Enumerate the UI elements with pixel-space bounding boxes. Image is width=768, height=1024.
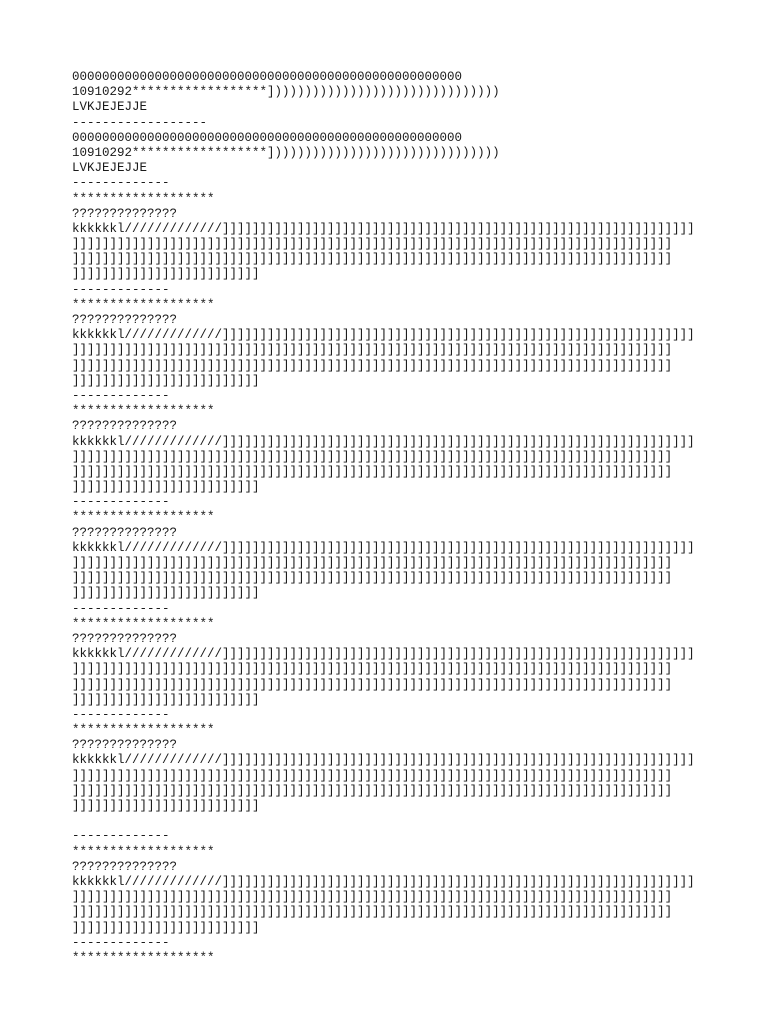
bracket-line: ]]]]]]]]]]]]]]]]]]]]]]]]]]]]]]]]]]]]]]]]]]]]]]]]]]]]]]]]]]]]]]]]]]]]]]]]]]]]]]]]	[72, 783, 673, 798]
dash-line: -------------	[72, 601, 170, 616]
dash-line: -------------	[72, 935, 170, 950]
bracket-line: kkkkkkl/////////////]]]]]]]]]]]]]]]]]]]]]]]]]]]]]]]]]]]]]]]]]]]]]]]]]]]]]]]]]]]]]]]	[72, 221, 695, 236]
bracket-line: ]]]]]]]]]]]]]]]]]]]]]]]]]]]]]]]]]]]]]]]]]]]]]]]]]]]]]]]]]]]]]]]]]]]]]]]]]]]]]]]]	[72, 252, 673, 267]
bracket-line: ]]]]]]]]]]]]]]]]]]]]]]]]]]]]]]]]]]]]]]]]]]]]]]]]]]]]]]]]]]]]]]]]]]]]]]]]]]]]]]]]	[72, 571, 673, 586]
bracket-line: kkkkkkl/////////////]]]]]]]]]]]]]]]]]]]]]]]]]]]]]]]]]]]]]]]]]]]]]]]]]]]]]]]]]]]]]]]	[72, 540, 695, 555]
bracket-line: ]]]]]]]]]]]]]]]]]]]]]]]]]	[72, 373, 260, 388]
bracket-line: kkkkkkl/////////////]]]]]]]]]]]]]]]]]]]]]]]]]]]]]]]]]]]]]]]]]]]]]]]]]]]]]]]]]]]]]]]	[72, 434, 695, 449]
dash-line: -------------	[72, 707, 170, 722]
star-line: *******************	[72, 844, 215, 859]
text-block	[72, 176, 752, 282]
bracket-line: ]]]]]]]]]]]]]]]]]]]]]]]]]	[72, 267, 260, 282]
question-line: ??????????????	[72, 525, 178, 540]
separator-line: ------------------	[72, 115, 208, 130]
star-line: *******************	[72, 950, 215, 965]
bracket-line: ]]]]]]]]]]]]]]]]]]]]]]]]]]]]]]]]]]]]]]]]]]]]]]]]]]]]]]]]]]]]]]]]]]]]]]]]]]]]]]]]	[72, 905, 673, 920]
dash-line: -------------	[72, 282, 170, 297]
bracket-line: kkkkkkl/////////////]]]]]]]]]]]]]]]]]]]]]]]]]]]]]]]]]]]]]]]]]]]]]]]]]]]]]]]]]]]]]]]	[72, 647, 695, 662]
bracket-line: kkkkkkl/////////////]]]]]]]]]]]]]]]]]]]]]]]]]]]]]]]]]]]]]]]]]]]]]]]]]]]]]]]]]]]]]]]	[72, 753, 695, 768]
document-footer	[72, 936, 752, 966]
document-header	[72, 70, 752, 176]
code-line: 10910292******************]))))))))))))))))))))))))))))))	[72, 85, 500, 100]
bracket-line: ]]]]]]]]]]]]]]]]]]]]]]]]]]]]]]]]]]]]]]]]]]]]]]]]]]]]]]]]]]]]]]]]]]]]]]]]]]]]]]]]	[72, 768, 673, 783]
name-line: LVKJEJEJJE	[72, 161, 148, 176]
question-line: ??????????????	[72, 419, 178, 434]
dash-line: -------------	[72, 176, 170, 191]
bracket-line: ]]]]]]]]]]]]]]]]]]]]]]]]]	[72, 692, 260, 707]
question-line: ??????????????	[72, 631, 178, 646]
bracket-line: ]]]]]]]]]]]]]]]]]]]]]]]]]]]]]]]]]]]]]]]]]]]]]]]]]]]]]]]]]]]]]]]]]]]]]]]]]]]]]]]]	[72, 358, 673, 373]
question-line: ??????????????	[72, 206, 178, 221]
text-block-list	[72, 176, 752, 935]
text-block	[72, 495, 752, 601]
bracket-line: ]]]]]]]]]]]]]]]]]]]]]]]]]	[72, 480, 260, 495]
bracket-line: ]]]]]]]]]]]]]]]]]]]]]]]]]]]]]]]]]]]]]]]]]]]]]]]]]]]]]]]]]]]]]]]]]]]]]]]]]]]]]]]]	[72, 662, 673, 677]
bracket-line: ]]]]]]]]]]]]]]]]]]]]]]]]]	[72, 920, 260, 935]
star-line: *******************	[72, 616, 215, 631]
bracket-line: ]]]]]]]]]]]]]]]]]]]]]]]]]	[72, 799, 260, 813]
text-block	[72, 708, 752, 814]
text-block	[72, 602, 752, 708]
star-line: *******************	[72, 723, 215, 738]
dash-line: -------------	[72, 829, 170, 844]
star-line: *******************	[72, 297, 215, 312]
blank-line	[72, 814, 752, 829]
zeros-line: 0000000000000000000000000000000000000000000000000000	[72, 130, 463, 145]
text-block	[72, 283, 752, 389]
bracket-line: ]]]]]]]]]]]]]]]]]]]]]]]]]]]]]]]]]]]]]]]]]]]]]]]]]]]]]]]]]]]]]]]]]]]]]]]]]]]]]]]]	[72, 464, 673, 479]
bracket-line: ]]]]]]]]]]]]]]]]]]]]]]]]]]]]]]]]]]]]]]]]]]]]]]]]]]]]]]]]]]]]]]]]]]]]]]]]]]]]]]]]	[72, 343, 673, 358]
dash-line: -------------	[72, 495, 170, 510]
question-line: ??????????????	[72, 859, 178, 874]
bracket-line: ]]]]]]]]]]]]]]]]]]]]]]]]]]]]]]]]]]]]]]]]]]]]]]]]]]]]]]]]]]]]]]]]]]]]]]]]]]]]]]]]	[72, 677, 673, 692]
dash-line: -------------	[72, 388, 170, 403]
bracket-line: ]]]]]]]]]]]]]]]]]]]]]]]]]]]]]]]]]]]]]]]]]]]]]]]]]]]]]]]]]]]]]]]]]]]]]]]]]]]]]]]]	[72, 237, 673, 252]
code-line: 10910292******************]))))))))))))))))))))))))))))))	[72, 145, 500, 160]
star-line: *******************	[72, 510, 215, 525]
document-page	[72, 70, 752, 966]
question-line: ??????????????	[72, 738, 178, 753]
bracket-line: kkkkkkl/////////////]]]]]]]]]]]]]]]]]]]]]]]]]]]]]]]]]]]]]]]]]]]]]]]]]]]]]]]]]]]]]]]	[72, 874, 695, 889]
zeros-line: 0000000000000000000000000000000000000000000000000000	[72, 70, 463, 84]
bracket-line: ]]]]]]]]]]]]]]]]]]]]]]]]]]]]]]]]]]]]]]]]]]]]]]]]]]]]]]]]]]]]]]]]]]]]]]]]]]]]]]]]	[72, 556, 673, 570]
bracket-line: ]]]]]]]]]]]]]]]]]]]]]]]]]]]]]]]]]]]]]]]]]]]]]]]]]]]]]]]]]]]]]]]]]]]]]]]]]]]]]]]]	[72, 890, 673, 905]
name-line: LVKJEJEJJE	[72, 100, 148, 115]
bracket-line: kkkkkkl/////////////]]]]]]]]]]]]]]]]]]]]]]]]]]]]]]]]]]]]]]]]]]]]]]]]]]]]]]]]]]]]]]]	[72, 328, 695, 343]
bracket-line: ]]]]]]]]]]]]]]]]]]]]]]]]]	[72, 586, 260, 601]
bracket-line: ]]]]]]]]]]]]]]]]]]]]]]]]]]]]]]]]]]]]]]]]]]]]]]]]]]]]]]]]]]]]]]]]]]]]]]]]]]]]]]]]	[72, 449, 673, 464]
question-line: ??????????????	[72, 313, 178, 327]
text-block	[72, 829, 752, 935]
star-line: *******************	[72, 404, 215, 419]
star-line: *******************	[72, 191, 215, 206]
text-block	[72, 389, 752, 495]
